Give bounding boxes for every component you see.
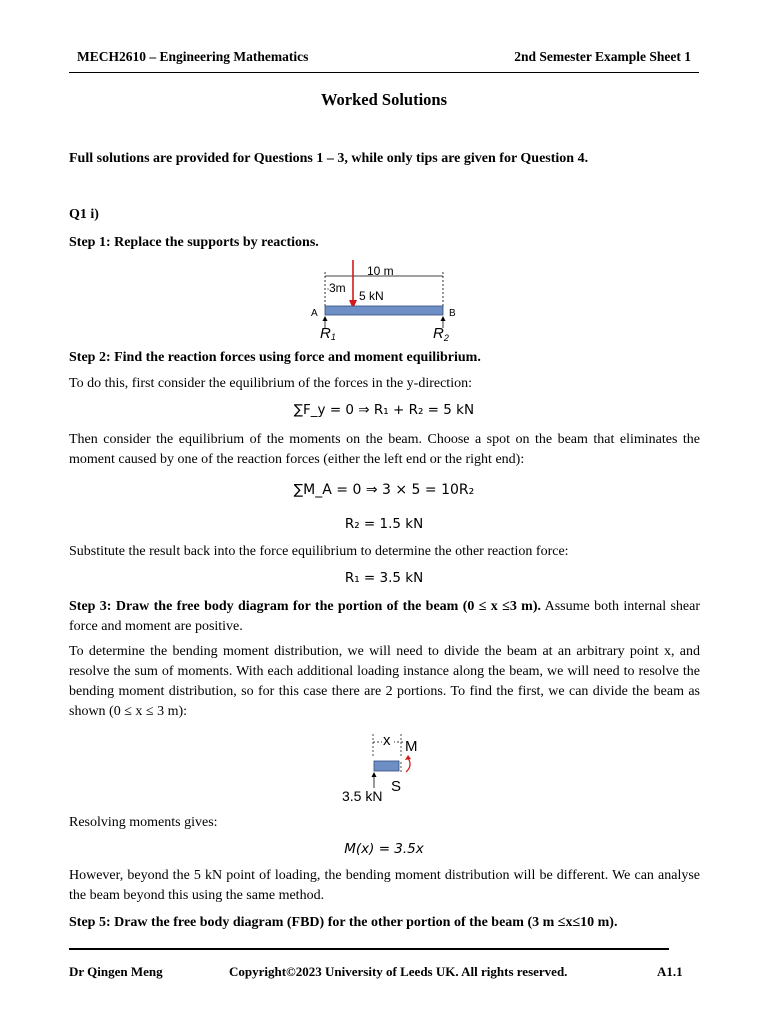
beam bbox=[325, 306, 443, 315]
force-label: 3.5 kN bbox=[342, 788, 383, 804]
footer-author: Dr Qingen Meng bbox=[69, 964, 163, 979]
step2-text: To do this, first consider the equilibrium of the forces in the y-direction: bbox=[69, 376, 472, 391]
load-label: 5 kN bbox=[359, 289, 384, 303]
sheet-title: 2nd Semester Example Sheet 1 bbox=[514, 49, 691, 64]
step3-heading: Step 3: Draw the free body diagram for the portion of the beam (0 ≤ x ≤3 m). bbox=[69, 599, 542, 614]
equation-r1: R₁ = 3.5 kN bbox=[344, 570, 424, 586]
footer-copyright: Copyright©2023 University of Leeds UK. All rights reserved. bbox=[229, 964, 568, 979]
equation-r2: R₂ = 1.5 kN bbox=[344, 516, 424, 532]
however-text: However, beyond the 5 kN point of loading, the bending moment distribution will be different. We can analyse the beam beyond this using the same method. bbox=[69, 868, 700, 903]
length-label: 10 m bbox=[367, 264, 394, 278]
step2-heading: Step 2: Find the reaction forces using force and moment equilibrium. bbox=[69, 350, 481, 365]
reaction-arrow-icon bbox=[372, 772, 377, 777]
fbd-diagram bbox=[336, 730, 446, 808]
step3-rest: Assume both internal shear force and moment are positive. bbox=[69, 599, 700, 634]
footer-rule bbox=[69, 948, 669, 950]
moment-arrow-icon bbox=[406, 758, 410, 772]
beam-segment bbox=[374, 761, 399, 771]
equation-moment: M(x) = 3.5x bbox=[344, 841, 424, 857]
m-label: M bbox=[405, 738, 418, 755]
s-label: S bbox=[391, 778, 402, 795]
r2-label: $R_2$ bbox=[433, 325, 449, 343]
end-a-label: A bbox=[311, 308, 318, 319]
intro-text: Full solutions are provided for Questions 1 – 3, while only tips are given for Question 4. bbox=[69, 151, 589, 166]
end-b-label: B bbox=[449, 308, 456, 319]
resolving-text: Resolving moments gives: bbox=[69, 815, 218, 830]
step3-paragraph bbox=[69, 597, 700, 637]
substitute-text: Substitute the result back into the force equilibrium to determine the other reaction force: bbox=[69, 544, 569, 559]
step5-heading: Step 5: Draw the free body diagram (FBD) for the other portion of the beam (3 m ≤x≤10 m). bbox=[69, 915, 618, 930]
question-label: Q1 i) bbox=[69, 207, 99, 222]
footer-page: A1.1 bbox=[657, 964, 683, 979]
x-label: x bbox=[383, 732, 391, 749]
moment-text: Then consider the equilibrium of the moments on the beam. Choose a spot on the beam that eliminates the moment caused by one of the reaction forces (either the left end or the right end): bbox=[69, 432, 700, 467]
beam-diagram bbox=[310, 258, 470, 344]
offset-label: 3m bbox=[329, 281, 346, 295]
divide-text: To determine the bending moment distribution, we will need to divide the beam at an arbitrary point x, and resolve the sum of moments. With each additional loading instance along the beam, we will need to resolve the bending moment distribution, so for this case there are 2 portions. To find the first, we can divide the beam as shown (0 ≤ x ≤ 3 m): bbox=[69, 644, 700, 719]
r1-label: R1 bbox=[320, 325, 336, 342]
course-title: MECH2610 – Engineering Mathematics bbox=[77, 49, 309, 64]
header-rule bbox=[69, 72, 699, 73]
equation-moment-sum: ∑M_A = 0 ⇒ 3 × 5 = 10R₂ bbox=[293, 482, 475, 498]
step1-heading: Step 1: Replace the supports by reactions. bbox=[69, 235, 319, 250]
equation-force-sum: ∑F_y = 0 ⇒ R₁ + R₂ = 5 kN bbox=[293, 402, 475, 418]
page-title: Worked Solutions bbox=[320, 90, 448, 109]
